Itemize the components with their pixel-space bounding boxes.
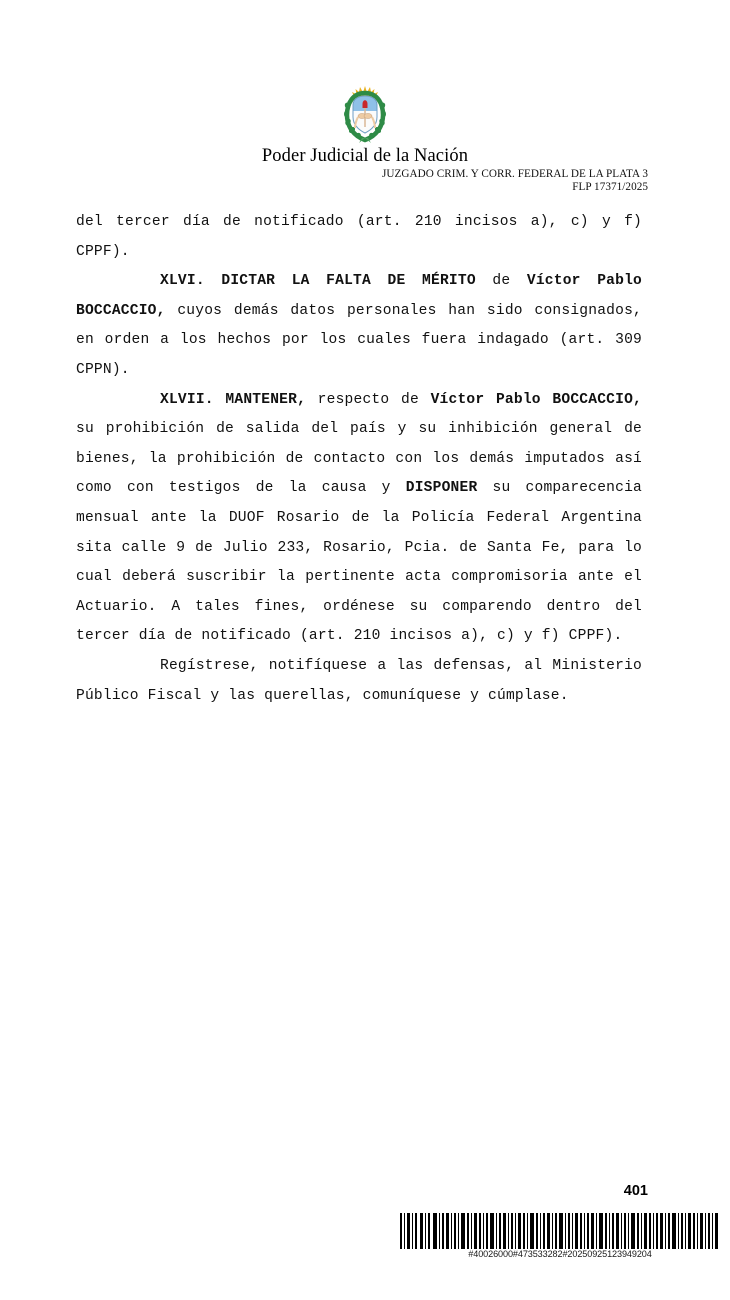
- xlvi-text: cuyos demás datos personales han sido consignados, en orden a los hechos por los cuales fuera indagado (art. 309 CPPN).: [76, 302, 642, 378]
- xlvii-text-rest: su comparecencia mensual ante la DUOF Rosario de la Policía Federal Argentina sita calle 9 de Julio 233, Rosario, Pcia. de Santa Fe, para lo cual deberá suscribir la pertinente acta compromisoria ante el Actuario. A tales fines, ordénese su comparendo dentro del tercer día de notificado (art. 210 incisos a), c) y f) CPPF).: [76, 480, 642, 645]
- paragraph-closing-text: Regístrese, notifíquese a las defensas, al Ministerio Público Fiscal y las querellas, comuníquese y cúmplase.: [76, 657, 642, 704]
- xlvi-defendant-name: Víctor Pablo BOCCACCIO,: [76, 273, 642, 319]
- xlvii-connector: respecto de: [306, 391, 431, 408]
- court-name: Poder Judicial de la Nación: [261, 146, 469, 166]
- xlvii-defendant-name: Víctor Pablo BOCCACCIO,: [430, 391, 643, 408]
- paragraph-continuation-text: del tercer día de notificado (art. 210 incisos a), c) y f) CPPF).: [76, 214, 642, 260]
- header-case-meta: [0, 168, 648, 193]
- paragraph-closing: [76, 652, 642, 711]
- xlvii-text-first: su prohibición de salida del país y su inhibición general de bienes, la prohibición de contacto con los demás imputados así como con testigos de la causa y: [76, 421, 642, 497]
- court-office-line: JUZGADO CRIM. Y CORR. FEDERAL DE LA PLATA 3: [381, 168, 648, 180]
- xlvi-connector: de: [475, 273, 527, 290]
- crest-container: [0, 0, 730, 144]
- paragraph-continuation: [76, 208, 642, 267]
- barcode-block: [399, 1213, 721, 1259]
- paragraph-xlvi: [76, 267, 642, 385]
- document-body: [76, 208, 642, 711]
- document-header: [0, 0, 730, 193]
- case-number-line: FLP 17371/2025: [572, 180, 648, 193]
- barcode-icon: [399, 1213, 721, 1249]
- paragraph-xlvii: [76, 386, 642, 652]
- barcode-caption: #40026000#473533282#20250925123949204: [468, 1249, 652, 1259]
- page-number: 401: [623, 1183, 648, 1199]
- xlvii-heading: XLVII. MANTENER,: [160, 391, 307, 408]
- xlvii-action-keyword: DISPONER: [405, 480, 478, 497]
- argentina-coat-of-arms-icon: [342, 86, 388, 144]
- xlvi-heading: XLVI. DICTAR LA FALTA DE MÉRITO: [160, 273, 476, 290]
